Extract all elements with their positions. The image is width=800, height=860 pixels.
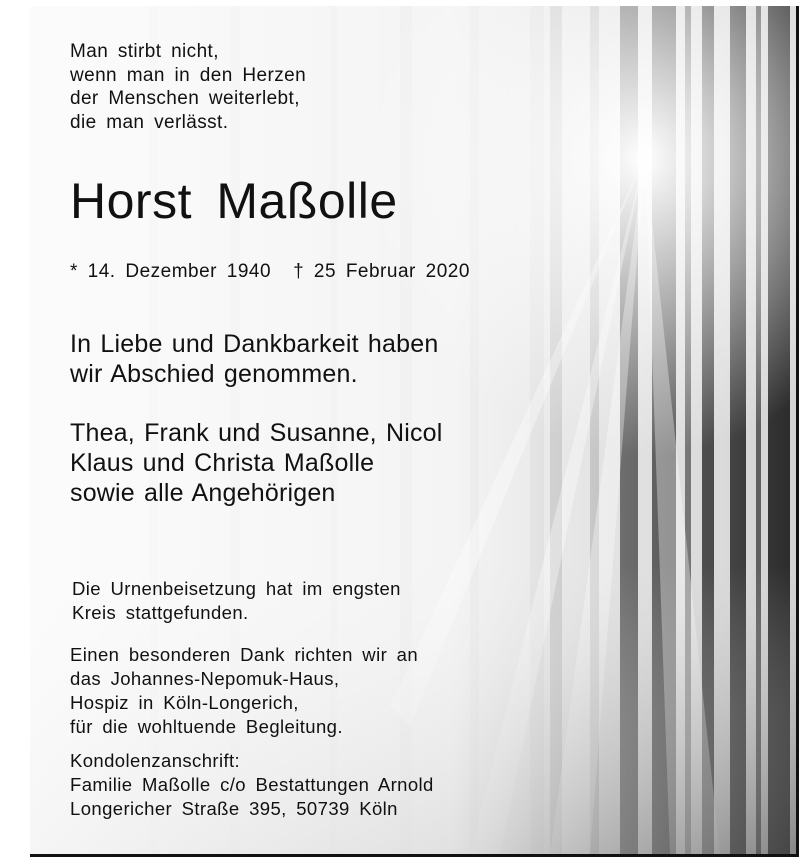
quote-line: wenn man in den Herzen bbox=[70, 64, 307, 86]
thanks-note bbox=[70, 643, 418, 739]
farewell-text bbox=[70, 329, 438, 389]
farewell-line: wir Abschied genommen. bbox=[70, 360, 358, 388]
condolence-address bbox=[70, 749, 434, 821]
mourners-list bbox=[70, 418, 443, 508]
mourners-line: Klaus und Christa Maßolle bbox=[70, 449, 375, 477]
thanks-line: Einen besonderen Dank richten wir an bbox=[70, 644, 419, 665]
burial-line: Die Urnenbeisetzung hat im engsten bbox=[72, 578, 401, 599]
quote-line: der Menschen weiterlebt, bbox=[70, 88, 300, 109]
birth-date: * 14. Dezember 1940 bbox=[70, 261, 272, 282]
condolence-line: Kondolenzanschrift: bbox=[70, 750, 241, 771]
farewell-line: In Liebe und Dankbarkeit haben bbox=[70, 330, 439, 358]
condolence-line: Familie Maßolle c/o Bestattungen Arnold bbox=[70, 774, 434, 795]
obituary-notice bbox=[30, 6, 799, 857]
thanks-line: das Johannes-Nepomuk-Haus, bbox=[70, 668, 340, 689]
thanks-line: Hospiz in Köln-Longerich, bbox=[70, 692, 299, 713]
life-dates bbox=[70, 261, 470, 283]
condolence-line: Longericher Straße 395, 50739 Köln bbox=[70, 798, 398, 819]
thanks-line: für die wohltuende Begleitung. bbox=[70, 716, 343, 737]
quote-line: die man verlässt. bbox=[70, 111, 229, 133]
quote-line: Man stirbt nicht, bbox=[70, 41, 219, 62]
death-date: † 25 Februar 2020 bbox=[293, 261, 470, 282]
deceased-name: Horst Maßolle bbox=[70, 173, 398, 229]
burial-note bbox=[72, 577, 401, 625]
mourners-line: sowie alle Angehörigen bbox=[70, 479, 336, 507]
burial-line: Kreis stattgefunden. bbox=[72, 602, 249, 623]
memorial-quote bbox=[70, 40, 306, 134]
mourners-line: Thea, Frank und Susanne, Nicol bbox=[70, 419, 443, 447]
